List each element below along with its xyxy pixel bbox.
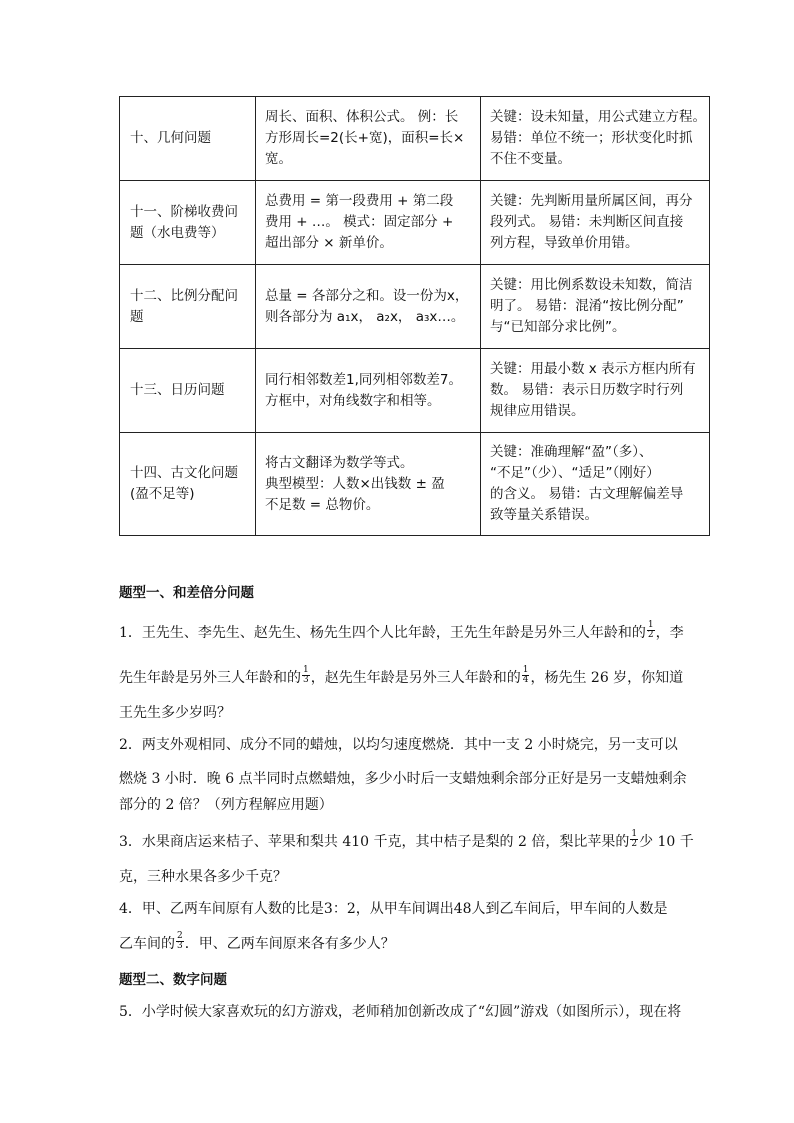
question-1-line-1 [119,619,684,643]
topic-cell [120,349,256,433]
tips-text: 规律应用错误。 [490,403,585,419]
question-3-line-1 [119,828,694,852]
fraction-quarter: $\frac{1}{4}$ [522,664,529,685]
topic-text: 题 [130,308,144,325]
tips-text: 不住不变量。 [490,151,571,167]
tips-text: 段列式。 易错：未判断区间直接 [490,214,684,230]
question-2-line-1: 2．两支外观相同、成分不同的蜡烛，以均匀速度燃烧．其中一支 2 小时烧完，另一支可以 [119,737,678,753]
tips-text: 明了。 易错：混淆“按比例分配” [490,298,684,314]
tips-cell [481,265,710,349]
tips-text: 数。 易错：表示日历数字时行列 [490,382,684,398]
topic-text: 十二、比例分配问 [130,287,238,304]
question-1-line-3: 王先生多少岁吗？ [119,705,231,721]
tips-cell [481,97,710,181]
question-text: ．甲、乙两车间原来各有多少人？ [184,936,395,952]
topic-text: 十一、阶梯收费问 [130,203,238,220]
question-2-line-3: 部分的 2 倍？（列方程解应用题） [119,797,333,813]
question-text: 3．水果商店运来桔子、苹果和梨共 410 千克，其中桔子是梨的 2 倍，梨比苹果的 [119,834,630,850]
method-text: 总量 = 各部分之和。设一份为x， [265,287,469,304]
tips-text: “不足”（少）、“适足”（刚好） [490,465,660,481]
tips-text: 的含义。 易错：古文理解偏差导 [490,486,684,502]
method-cell [256,181,481,265]
method-text: 将古文翻译为数学等式。 [265,454,414,471]
method-cell [256,349,481,433]
tips-text: 致等量关系错误。 [490,507,598,523]
tips-text: 关键：用最小数 x 表示方框内所有 [490,361,696,377]
table-row [120,433,710,536]
method-text: 典型模型：人数×出钱数 ± 盈 [265,475,445,492]
method-text: 方框中，对角线数字和相等。 [265,392,441,409]
method-cell [256,433,481,536]
method-text: 同行相邻数差1,同列相邻数差7。 [265,371,462,388]
question-text: 1．王先生、李先生、赵先生、杨先生四个人比年龄，王先生年龄是另外三人年龄和的 [119,625,646,641]
question-text: ，李 [655,625,684,641]
question-text: ，赵先生年龄是另外三人年龄和的 [310,670,521,686]
method-text: 宽。 [265,151,292,167]
method-text: 费用 + …。 模式：固定部分 + [265,214,454,230]
topic-text: 十、几何问题 [130,130,211,146]
question-3-line-2: 克，三种水果各多少千克？ [119,869,287,885]
question-4-line-1: 4．甲、乙两车间原有人数的比是3：2，从甲车间调出48人到乙车间后，甲车间的人数是 [119,901,668,917]
question-text: ，杨先生 26 岁，你知道 [530,670,684,686]
topic-cell [120,97,256,181]
tips-cell [481,433,710,536]
method-text: 不足数 = 总物价。 [265,496,380,513]
fraction-two-thirds: $\frac{2}{3}$ [177,930,183,951]
method-text: 周长、面积、体积公式。 例：长 [265,109,459,125]
fraction-half: $\frac{1}{2}$ [647,619,654,640]
tips-text: 关键：准确理解“盈”（多）、 [490,444,653,460]
section-heading: 题型一、和差倍分问题 [119,585,254,601]
question-text: 乙车间的 [119,936,175,952]
table-row [120,181,710,265]
question-2-line-2: 燃烧 3 小时．晚 6 点半同时点燃蜡烛，多少小时后一支蜡烛剩余部分正好是另一支蜡烛剩余 [119,771,687,787]
topic-text: 十三、日历问题 [130,382,225,398]
tips-text: 易错：单位不统一；形状变化时抓 [490,130,693,146]
method-text: 总费用 = 第一段费用 + 第二段 [265,193,454,209]
table-row [120,97,710,181]
topic-cell [120,265,256,349]
tips-text: 与“已知部分求比例”。 [490,319,626,335]
topic-text: 十四、古文化问题 [130,465,238,481]
fraction-half: $\frac{1}{2}$ [631,828,638,849]
fraction-third: $\frac{1}{3}$ [303,664,309,685]
section-heading: 题型二、数字问题 [119,972,227,988]
method-text: 超出部分 × 新单价。 [265,235,393,251]
tips-cell [481,349,710,433]
table-row [120,265,710,349]
summary-table [119,96,710,536]
topic-cell [120,181,256,265]
tips-text: 关键：先判断用量所属区间，再分 [490,193,693,209]
table-row [120,349,710,433]
tips-cell [481,181,710,265]
method-text: 则各部分为 a₁x， a₂x， a₃x…。 [265,308,465,325]
question-1-line-2 [119,664,684,688]
question-4-line-2 [119,930,395,954]
tips-text: 列方程，导致单价用错。 [490,235,639,251]
tips-text: 关键：设未知量，用公式建立方程。 [490,109,706,125]
method-cell [256,97,481,181]
question-5-line-1: 5．小学时候大家喜欢玩的幻方游戏，老师稍加创新改成了“幻圆”游戏（如图所示），现在将 [119,1004,682,1020]
method-text: 方形周长=2(长+宽)，面积=长× [265,130,465,146]
question-text: 先生年龄是另外三人年龄和的 [119,670,301,686]
method-cell [256,265,481,349]
topic-cell [120,433,256,536]
topic-text: (盈不足等) [130,486,195,502]
question-text: 少 10 千 [639,834,694,850]
tips-text: 关键：用比例系数设未知数，简洁 [490,277,693,293]
topic-text: 题（水电费等） [130,224,225,241]
